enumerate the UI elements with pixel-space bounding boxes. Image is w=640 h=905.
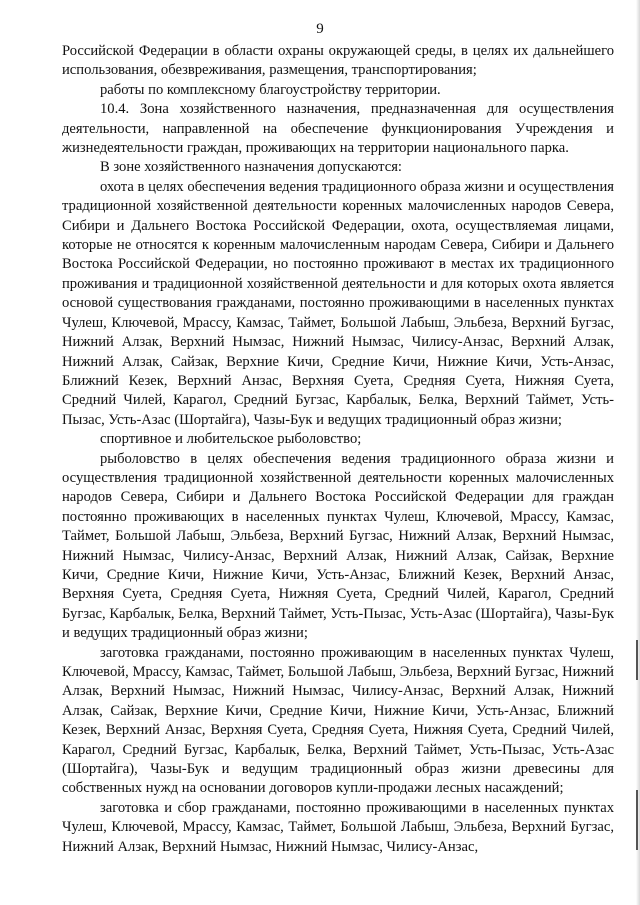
paragraph-permitted-activities-intro: В зоне хозяйственного назначения допускаются: [100, 159, 402, 176]
paragraph-zone-continuation: Российской Федерации в области охраны окружающей среды, в целях их дальнейшего использования, обезвреживания, размещения, транспортирования; [62, 43, 614, 79]
scan-right-edge [636, 0, 640, 905]
scan-mark [636, 790, 638, 850]
paragraph-timber-harvesting: заготовка гражданами, постоянно проживающим в населенных пунктах Чулеш, Ключевой, Мрассу, Камзас, Таймет, Большой Лабыш, Эльбеза, Верхний Бугзас, Нижний Алзак, Верхний Нымзас, Нижний Нымзас, Чилису-Анзас, Верхний Алзак, Нижний Алзак, Сайзак, Верхние Кичи, Средние Кичи, Нижние Кичи, Усть-Анзас, Ближний Кезек, Верхний Анзас, Верхняя Суета, Средняя Суета, Нижняя Суета, Средний Чилей, Карагол, Средний Бугзас, Карбалык, Белка, Верхний Таймет, Усть-Пызас, Усть-Азас (Шортайга), Чазы-Бук и ведущим традиционный образ жизни древесины для собственных нужд на основании договоров купли-продажи лесных насаждений; [62, 644, 614, 797]
paragraph-sport-fishing: спортивное и любительское рыболовство; [100, 431, 362, 448]
scan-mark [636, 640, 638, 680]
page-number: 9 [316, 21, 324, 37]
paragraph-section-10-4: 10.4. Зона хозяйственного назначения, предназначенная для осуществления деятельности, направленной на обеспечение функционирования Учреждения и жизнедеятельности граждан, проживающих на территории национального парка. [62, 101, 614, 157]
paragraph-landscaping-works: работы по комплексному благоустройству территории. [100, 81, 441, 98]
document-body [62, 42, 614, 857]
paragraph-harvesting-collection: заготовка и сбор гражданами, постоянно проживающими в населенных пунктах Чулеш, Ключевой, Мрассу, Камзас, Таймет, Большой Лабыш, Эльбеза, Верхний Бугзас, Нижний Алзак, Верхний Нымзас, Нижний Нымзас, Чилису-Анзас, [62, 799, 614, 855]
paragraph-traditional-fishing: рыболовство в целях обеспечения ведения традиционного образа жизни и осуществления традиционной хозяйственной деятельности коренных малочисленных народов Севера, Сибири и Дальнего Востока Российской Федерации для граждан постоянно проживающих в населенных пунктах Чулеш, Ключевой, Мрассу, Камзас, Таймет, Большой Лабыш, Эльбеза, Верхний Бугзас, Нижний Алзак, Верхний Нымзас, Нижний Нымзас, Чилису-Анзас, Верхний Алзак, Нижний Алзак, Сайзак, Верхние Кичи, Средние Кичи, Нижние Кичи, Усть-Анзас, Ближний Кезек, Верхний Анзас, Верхняя Суета, Средняя Суета, Нижняя Суета, Средний Чилей, Карагол, Средний Бугзас, Карбалык, Белка, Верхний Таймет, Усть-Пызас, Усть-Азас (Шортайга), Чазы-Бук и ведущих традиционный образ жизни; [62, 450, 614, 642]
paragraph-hunting: охота в целях обеспечения ведения традиционного образа жизни и осуществления традиционной хозяйственной деятельности коренных малочисленных народов Севера, Сибири и Дальнего Востока Российской Федерации, охота, осуществляемая лицами, которые не относятся к коренным малочисленным народам Севера, Сибири и Дальнего Востока Российской Федерации, но постоянно проживают в местах их традиционного проживания и традиционной хозяйственной деятельности и для которых охота является основой существования гражданами, постоянно проживающими в населенных пунктах Чулеш, Ключевой, Мрассу, Камзас, Таймет, Большой Лабыш, Эльбеза, Верхний Бугзас, Нижний Алзак, Верхний Нымзас, Нижний Нымзас, Чилису-Анзас, Верхний Алзак, Нижний Алзак, Сайзак, Верхние Кичи, Средние Кичи, Нижние Кичи, Усть-Анзас, Ближний Кезек, Верхний Анзас, Верхняя Суета, Средняя Суета, Нижняя Суета, Средний Чилей, Карагол, Средний Бугзас, Карбалык, Белка, Верхний Таймет, Усть-Пызас, Усть-Азас (Шортайга), Чазы-Бук и ведущих традиционный образ жизни; [62, 178, 614, 428]
